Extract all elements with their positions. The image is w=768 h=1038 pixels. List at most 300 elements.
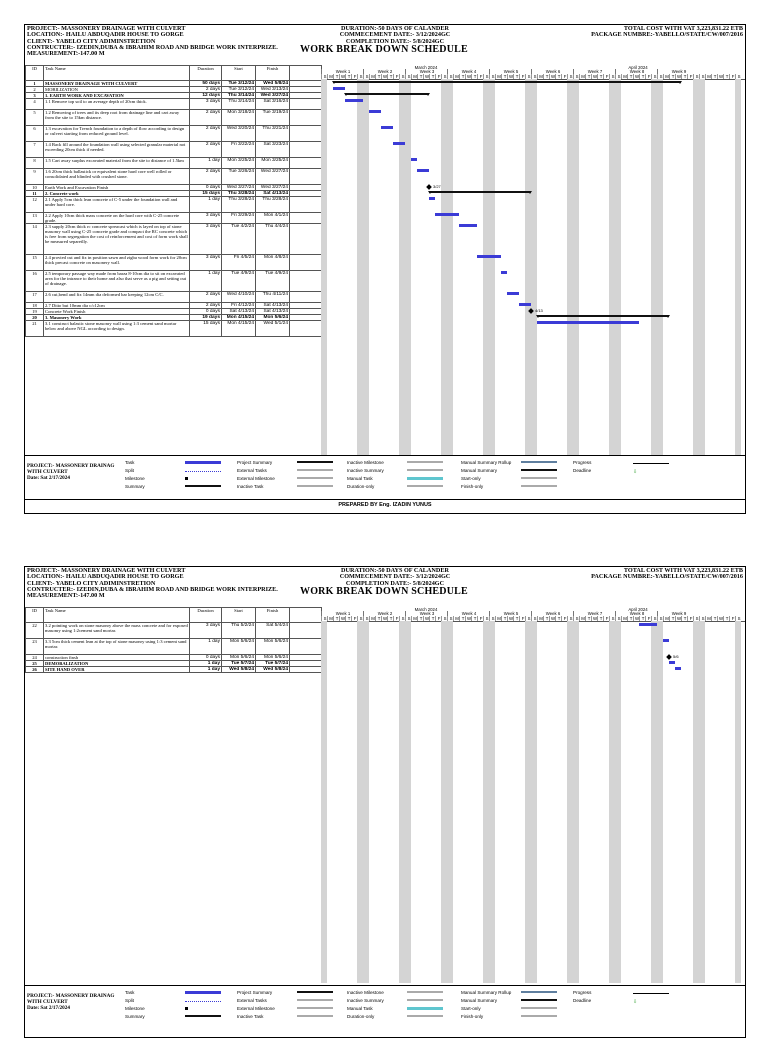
- task-id: 10: [26, 185, 44, 191]
- legend-item: [461, 1014, 569, 1020]
- day-letter: F: [477, 616, 484, 621]
- week-label: Week 8: [615, 611, 658, 616]
- legend-label: Manual Task: [347, 1006, 373, 1011]
- legend-swatch: [407, 469, 443, 471]
- legend-item: [125, 990, 233, 996]
- task-id: 22: [26, 623, 44, 639]
- day-letter: T: [585, 616, 592, 621]
- day-letter: S: [651, 616, 658, 621]
- client-line: CLIENT:- YABELO CITY ADIMINSTRETION: [27, 37, 156, 45]
- weekend-shade: [405, 79, 411, 455]
- task-id: 24: [26, 655, 44, 661]
- legend-swatch: [185, 471, 221, 472]
- legend-label: Task: [125, 990, 135, 995]
- week-label: Week 5: [489, 611, 532, 616]
- task-name: DEMOBALIZATION: [44, 661, 190, 667]
- day-letter: S: [441, 74, 448, 79]
- task-id: 9: [26, 169, 44, 185]
- task-finish: Mon 4/8/24: [256, 255, 290, 271]
- week-label: Week 7: [573, 69, 616, 74]
- day-letter: F: [393, 616, 400, 621]
- legend-date: Date: Sat 2/17/2024: [27, 1005, 70, 1011]
- weekend-shade: [615, 79, 621, 455]
- day-letter: S: [573, 616, 580, 621]
- task-id: 2: [26, 87, 44, 93]
- legend-item: [461, 460, 569, 466]
- day-letter: F: [645, 74, 652, 79]
- task-table: [25, 607, 322, 673]
- legend-label: Summary: [125, 1014, 145, 1019]
- task-spacer: [290, 197, 322, 213]
- task-bar[interactable]: [369, 110, 381, 113]
- legend-swatch: [407, 999, 443, 1001]
- task-duration: 1 day: [190, 271, 222, 292]
- task-spacer: [290, 292, 322, 303]
- task-row[interactable]: [26, 142, 322, 158]
- day-letter: S: [531, 616, 538, 621]
- day-letter: S: [615, 616, 622, 621]
- day-letter: T: [597, 616, 604, 621]
- task-duration: 2 days: [190, 292, 222, 303]
- task-spacer: [290, 224, 322, 255]
- milestone-date-label: 3/27: [433, 184, 441, 189]
- day-letter: T: [543, 616, 550, 621]
- task-row[interactable]: [26, 639, 322, 655]
- task-name: 2.7 Ditto but 10mm dia c/c12cm: [44, 303, 190, 309]
- task-table: [25, 65, 322, 337]
- task-duration: 19 days: [190, 315, 222, 321]
- legend-label: Milestone: [125, 1006, 145, 1011]
- day-letter: S: [489, 74, 496, 79]
- weekend-shade: [447, 79, 453, 455]
- task-duration: 2 days: [190, 303, 222, 309]
- column-start: Start: [222, 608, 256, 623]
- task-row[interactable]: [26, 158, 322, 169]
- commencement-line: COMMECEMENT DATE:- 3/12/2024GC: [339, 573, 451, 581]
- day-letter: T: [669, 616, 676, 621]
- milestone-date-label: 5/6: [673, 654, 679, 659]
- day-letter: T: [429, 74, 436, 79]
- column-finish: Finish: [256, 608, 290, 623]
- day-letter: M: [621, 616, 628, 621]
- day-letter: S: [735, 616, 742, 621]
- task-spacer: [290, 255, 322, 271]
- legend-label: Task: [125, 460, 135, 465]
- day-letter: S: [357, 616, 364, 621]
- day-letter: W: [550, 74, 556, 79]
- column-duration: Duration: [190, 608, 222, 623]
- day-letter: S: [357, 74, 364, 79]
- day-letter: S: [405, 616, 412, 621]
- legend-swatch: [297, 469, 333, 471]
- day-letter: M: [663, 616, 670, 621]
- legend-panel: [25, 455, 745, 500]
- day-letter: T: [555, 74, 562, 79]
- task-bar[interactable]: [459, 224, 477, 227]
- day-letter: F: [351, 616, 358, 621]
- day-letter: T: [501, 616, 508, 621]
- weekend-shade: [735, 79, 741, 455]
- task-finish: Wed 5/8/24: [256, 667, 290, 673]
- task-bar[interactable]: [477, 255, 501, 258]
- task-id: 5: [26, 110, 44, 126]
- task-bar[interactable]: [429, 197, 435, 200]
- task-finish: Wed 3/27/24: [256, 93, 290, 99]
- task-name: 2. Concrete work: [44, 191, 190, 197]
- day-letter: S: [657, 74, 664, 79]
- day-letter: T: [543, 74, 550, 79]
- task-row[interactable]: [26, 292, 322, 303]
- package-number: PACKAGE NUMBRE:-YABELLO/STATE/CW/007/2016: [591, 573, 743, 581]
- task-row[interactable]: [26, 255, 322, 271]
- task-name: construction finsh: [44, 655, 190, 661]
- day-letter: W: [466, 74, 472, 79]
- task-name: 3.1 construct balastic stone masonry wall using 1:3 cement sand mortar below and above NGL according to design.: [44, 321, 190, 337]
- week-label: Week 9: [657, 69, 700, 74]
- task-start: Wed 5/8/24: [222, 667, 256, 673]
- task-start: Thu 3/28/24: [222, 197, 256, 213]
- legend-item: [125, 476, 233, 482]
- project-line: PROJECT:- MASSONERY DRAINAGE WITH CULVERT: [27, 25, 186, 32]
- sheet-header: [25, 25, 745, 65]
- week-label: Week 1: [321, 69, 364, 74]
- legend-item: [237, 998, 345, 1004]
- legend-label: Manual Summary Rollup: [461, 460, 512, 465]
- task-id: 26: [26, 667, 44, 673]
- task-bar[interactable]: [639, 623, 657, 626]
- task-row[interactable]: [26, 321, 322, 337]
- legend-project-info: [27, 993, 117, 1011]
- task-finish: Tue 3/19/24: [256, 110, 290, 126]
- legend-label: Inactive Summary: [347, 998, 384, 1003]
- legend-item: [125, 484, 233, 490]
- task-name: 1.4 Back fill around the foundation wall using selected granular material not exceeding 20cm thick if needed.: [44, 142, 190, 158]
- legend-label: Inactive Milestone: [347, 460, 384, 465]
- task-row[interactable]: [26, 99, 322, 110]
- task-duration: 15 days: [190, 191, 222, 197]
- task-duration: 2 days: [190, 126, 222, 142]
- summary-bar[interactable]: [537, 315, 669, 317]
- legend-item: [237, 460, 345, 466]
- task-name: SITE HAND OVER: [44, 667, 190, 673]
- task-spacer: [290, 271, 322, 292]
- day-letter: T: [345, 616, 352, 621]
- summary-bar[interactable]: [333, 81, 681, 83]
- task-name: 3.3 5cm thick cement lean at the top of stone masonry using 1:3 cement sand mortar.: [44, 639, 190, 655]
- task-name: 3.2 pointing work on stone masonry above the mass concrete and for exposed masonry using 1:2cement sand mortar.: [44, 623, 190, 639]
- task-finish: Sat 5/4/24: [256, 623, 290, 639]
- task-name: 1.1 Remove top soil to an average depth of 20cm thick.: [44, 99, 190, 110]
- task-start: Fri 4/12/24: [222, 303, 256, 309]
- task-duration: 3 days: [190, 623, 222, 639]
- week-label: Week 6: [531, 611, 574, 616]
- day-letter: W: [340, 616, 346, 621]
- day-letter: S: [483, 616, 490, 621]
- summary-bar[interactable]: [429, 191, 531, 193]
- task-id: 8: [26, 158, 44, 169]
- task-row[interactable]: [26, 271, 322, 292]
- task-duration: 3 days: [190, 255, 222, 271]
- day-letter: T: [639, 616, 646, 621]
- legend-label: Deadline: [573, 998, 592, 1003]
- month-label: April 2024: [628, 65, 648, 70]
- column-finish: Finish: [256, 66, 290, 81]
- day-letter: T: [723, 616, 730, 621]
- legend-label: External Milestone: [237, 1006, 275, 1011]
- week-label: Week 2: [363, 611, 406, 616]
- legend-label: Manual Summary: [461, 998, 497, 1003]
- task-bar[interactable]: [507, 292, 519, 295]
- legend-item: [237, 990, 345, 996]
- task-bar[interactable]: [669, 661, 675, 664]
- task-duration: 3 days: [190, 224, 222, 255]
- task-name: MOBILIZATION: [44, 87, 190, 93]
- day-letter: M: [327, 616, 334, 621]
- month-label: March 2024: [414, 65, 438, 70]
- task-bar[interactable]: [345, 99, 363, 102]
- day-letter: W: [592, 616, 598, 621]
- weekend-shade: [573, 621, 579, 983]
- task-start: Fri 3/29/24: [222, 213, 256, 224]
- day-letter: T: [345, 74, 352, 79]
- completion-line: COMPLETION DATE:- 5/8/2024GC: [345, 579, 445, 587]
- legend-item: [573, 990, 681, 996]
- cost-block: [591, 568, 743, 581]
- task-id: 20: [26, 315, 44, 321]
- task-id: 17: [26, 292, 44, 303]
- day-letter: S: [609, 616, 616, 621]
- task-bar[interactable]: [537, 321, 639, 324]
- legend-item: [125, 998, 233, 1004]
- project-info-block: [27, 568, 278, 599]
- task-start: Thu 3/28/24: [222, 191, 256, 197]
- task-bar[interactable]: [675, 667, 681, 670]
- task-finish: Mon 4/1/24: [256, 213, 290, 224]
- day-letter: W: [550, 616, 556, 621]
- legend-label: Inactive Milestone: [347, 990, 384, 995]
- task-spacer: [290, 126, 322, 142]
- task-spacer: [290, 667, 322, 673]
- task-id: 7: [26, 142, 44, 158]
- task-finish: Tue 5/7/24: [256, 661, 290, 667]
- week-label: Week 1: [321, 611, 364, 616]
- task-finish: Sat 3/16/24: [256, 99, 290, 110]
- legend-swatch: [185, 477, 188, 480]
- task-bar[interactable]: [663, 639, 669, 642]
- task-id: 14: [26, 224, 44, 255]
- task-table-header: [26, 66, 322, 81]
- day-letter: W: [424, 616, 430, 621]
- legend-swatch: [297, 991, 333, 993]
- legend-item: [573, 998, 681, 1004]
- task-duration: 1 day: [190, 661, 222, 667]
- day-letter: T: [429, 616, 436, 621]
- task-bar[interactable]: [393, 142, 405, 145]
- task-row[interactable]: [26, 197, 322, 213]
- day-letter: F: [603, 74, 610, 79]
- legend-swatch: [297, 477, 333, 479]
- schedule-sheet-page-1: [24, 24, 746, 514]
- task-name: Concrete Work Finish: [44, 309, 190, 315]
- task-finish: Mon 5/6/24: [256, 655, 290, 661]
- task-duration: 0 days: [190, 655, 222, 661]
- task-finish: Wed 3/27/24: [256, 169, 290, 185]
- task-finish: Thu 4/4/24: [256, 224, 290, 255]
- task-name: MASSONERY DRAINAGE WITH CULVERT: [44, 81, 190, 87]
- measurement-line: MEASUREMENT:-147.00 M: [27, 50, 105, 58]
- day-letter: W: [382, 616, 388, 621]
- day-letter: S: [693, 616, 700, 621]
- task-spacer: [290, 99, 322, 110]
- day-letter: S: [699, 74, 706, 79]
- task-bar[interactable]: [501, 271, 507, 274]
- task-name: 3. Masonery Work: [44, 315, 190, 321]
- weekend-shade: [489, 621, 495, 983]
- task-row[interactable]: [26, 126, 322, 142]
- legend-item: [125, 468, 233, 474]
- day-letter: S: [531, 74, 538, 79]
- task-spacer: [290, 110, 322, 126]
- task-start: Mon 5/6/24: [222, 639, 256, 655]
- timescale: [321, 607, 745, 622]
- legend-item: [347, 1014, 455, 1020]
- day-letter: S: [609, 74, 616, 79]
- day-letter: T: [711, 616, 718, 621]
- legend-swatch: [521, 461, 557, 463]
- task-row[interactable]: [26, 169, 322, 185]
- task-name: 2.2 Apply 10cm thick mass concrete on the hard core with C-25 concrete grade.: [44, 213, 190, 224]
- legend-label: Summary: [125, 484, 145, 489]
- task-row[interactable]: [26, 667, 322, 673]
- legend-project-info: [27, 463, 117, 481]
- day-letter: S: [321, 74, 328, 79]
- day-letter: F: [687, 74, 694, 79]
- weekend-shade: [531, 79, 537, 455]
- task-id: 3: [26, 93, 44, 99]
- task-start: Tue 4/2/24: [222, 224, 256, 255]
- weekend-shade: [321, 621, 327, 983]
- week-label: Week 4: [447, 611, 490, 616]
- task-id: 16: [26, 271, 44, 292]
- task-rows-page-2: [26, 623, 322, 673]
- legend-item: [237, 468, 345, 474]
- legend-swatch: [521, 1007, 557, 1009]
- legend-item: [461, 468, 569, 474]
- task-start: Thu 3/14/24: [222, 99, 256, 110]
- legend-swatch: [633, 993, 669, 994]
- task-row[interactable]: [26, 110, 322, 126]
- day-letter: F: [477, 74, 484, 79]
- legend-label: Manual Task: [347, 476, 373, 481]
- task-id: 15: [26, 255, 44, 271]
- task-bar[interactable]: [411, 158, 417, 161]
- task-start: Tue 3/12/24: [222, 81, 256, 87]
- legend-item: [347, 468, 455, 474]
- day-letter: M: [705, 74, 712, 79]
- legend-item: [461, 998, 569, 1004]
- commencement-line: COMMECEMENT DATE:- 3/12/2024GC: [339, 31, 451, 39]
- day-letter: M: [411, 74, 418, 79]
- day-letter: T: [627, 74, 634, 79]
- task-bar[interactable]: [417, 169, 429, 172]
- task-bar[interactable]: [381, 126, 393, 129]
- task-finish: Wed 5/8/24: [256, 81, 290, 87]
- task-id: 21: [26, 321, 44, 337]
- day-letter: S: [525, 616, 532, 621]
- day-letter: S: [567, 616, 574, 621]
- task-row[interactable]: [26, 213, 322, 224]
- day-letter: F: [435, 74, 442, 79]
- weekend-shade: [657, 79, 663, 455]
- weekend-shade: [321, 79, 327, 455]
- day-letter: M: [411, 616, 418, 621]
- legend-label: Manual Summary: [461, 468, 497, 473]
- day-letter: T: [387, 616, 394, 621]
- day-letter: W: [634, 74, 640, 79]
- week-label: Week 6: [531, 69, 574, 74]
- location-line: LOCATION:- HAILU ABDUQADIR HOUSE TO GORGE: [27, 573, 184, 581]
- task-bar[interactable]: [435, 213, 459, 216]
- weekend-shade: [699, 621, 705, 983]
- day-letter: M: [369, 74, 376, 79]
- column-task-name: Task Name: [44, 608, 190, 623]
- client-line: CLIENT:- YABELO CITY ADIMINSTRETION: [27, 579, 156, 587]
- legend-swatch: [407, 1015, 443, 1017]
- day-letter: W: [466, 616, 472, 621]
- day-letter: T: [417, 616, 424, 621]
- legend-swatch: [185, 991, 221, 994]
- day-letter: S: [525, 74, 532, 79]
- legend-swatch: [407, 477, 443, 480]
- column-task-name: Task Name: [44, 66, 190, 81]
- column-spacer: [290, 608, 322, 623]
- location-line: LOCATION:- HAILU ABDUQADIR HOUSE TO GORGE: [27, 31, 184, 39]
- legend-swatch: [407, 461, 443, 463]
- day-letter: T: [555, 616, 562, 621]
- task-name: 1.6 20cm thick ballastick or equivalent stone hard core well rolled or consolidated and blinded with crushed stone.: [44, 169, 190, 185]
- task-name: 2.1 Apply 5cm thick lean concrete of C-5 under the foundation wall and under hard core.: [44, 197, 190, 213]
- legend-swatch: [521, 469, 557, 471]
- summary-bar[interactable]: [345, 93, 429, 95]
- day-letter: S: [693, 74, 700, 79]
- task-bar[interactable]: [519, 303, 531, 306]
- milestone-marker: [666, 654, 672, 660]
- task-finish: Sat 3/23/24: [256, 142, 290, 158]
- task-name: 1.2 Removing of trees and its deep root from drainage line and cart away from the site to 15km distance.: [44, 110, 190, 126]
- task-finish: Wed 3/13/24: [256, 87, 290, 93]
- task-id: 11: [26, 191, 44, 197]
- weekend-shade: [699, 79, 705, 455]
- task-start: Tue 5/7/24: [222, 661, 256, 667]
- legend-label: Inactive Task: [237, 484, 264, 489]
- week-label: Week 8: [615, 69, 658, 74]
- task-duration: 3 days: [190, 213, 222, 224]
- week-label: Week 3: [405, 611, 448, 616]
- legend-item: [125, 460, 233, 466]
- measurement-line: MEASUREMENT:-147.00 M: [27, 592, 105, 600]
- task-spacer: [290, 623, 322, 639]
- task-start: Mon 3/18/24: [222, 110, 256, 126]
- task-bar[interactable]: [333, 87, 345, 90]
- day-letter: T: [627, 616, 634, 621]
- task-row[interactable]: [26, 623, 322, 639]
- day-letter: W: [424, 74, 430, 79]
- task-row[interactable]: [26, 224, 322, 255]
- legend-label: Inactive Summary: [347, 468, 384, 473]
- legend-project-text: PROJECT:- MASSONERY DRAINAG WITH CULVERT: [27, 463, 115, 475]
- legend-label: Project Summary: [237, 460, 273, 465]
- milestone-marker: [426, 184, 432, 190]
